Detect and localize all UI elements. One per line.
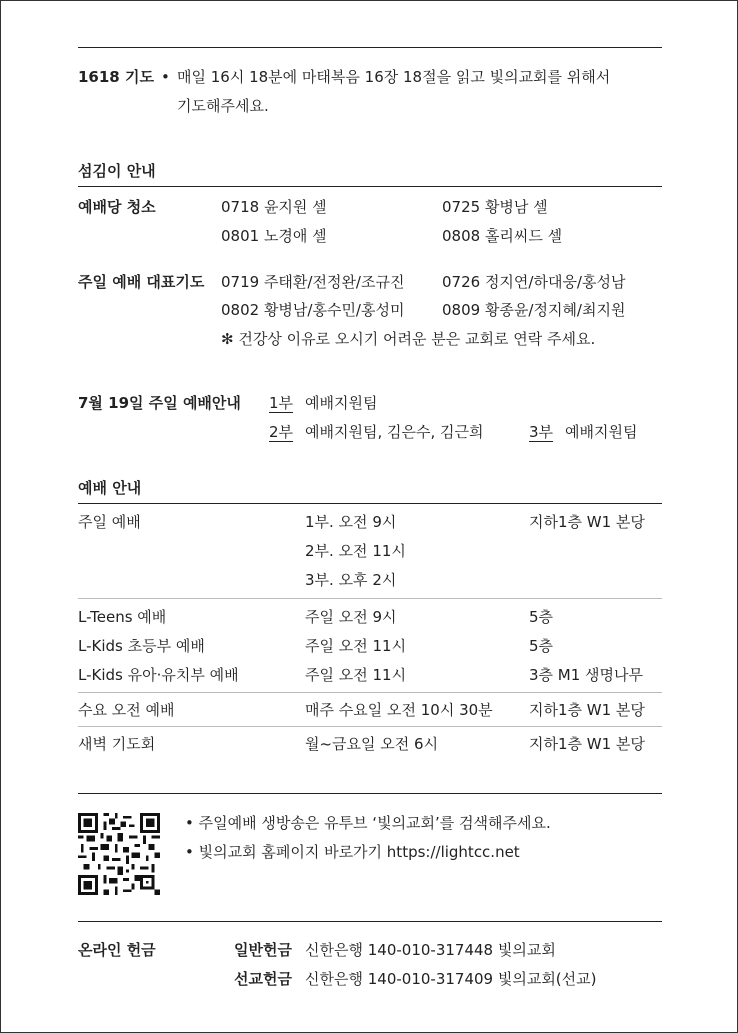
worship-place: 5층 xyxy=(529,637,554,655)
row-divider xyxy=(78,598,662,599)
general-offering-account: 신한은행 140-010-317448 빛의교회 xyxy=(305,941,556,959)
cleaning-item: 0801 노경애 셀 xyxy=(221,227,327,245)
offering-divider xyxy=(78,921,662,922)
cleaning-item: 0725 황병남 셀 xyxy=(442,198,548,216)
cleaning-item: 0718 윤지원 셀 xyxy=(221,198,327,216)
worship-time: 주일 오전 11시 xyxy=(305,666,407,684)
worship-place: 5층 xyxy=(529,608,554,626)
worship-time: 3부. 오후 2시 xyxy=(305,571,397,589)
july19-label: 7월 19일 주일 예배안내 xyxy=(78,394,241,412)
worship-name: L-Kids 초등부 예배 xyxy=(78,637,205,655)
worship-place: 3층 M1 생명나무 xyxy=(529,666,644,684)
part3-label: 3부 xyxy=(529,423,554,441)
prayer-line2: 기도해주세요. xyxy=(177,97,269,115)
section-title-worship: 예배 안내 xyxy=(78,479,142,497)
row-divider xyxy=(78,726,662,727)
service-divider xyxy=(78,186,662,187)
homepage-link[interactable]: • 빛의교회 홈페이지 바로가기 https://lightcc.net xyxy=(185,843,520,861)
part1-text: 예배지원팀 xyxy=(305,394,378,412)
mission-offering-account: 신한은행 140-010-317409 빛의교회(선교) xyxy=(305,970,597,988)
worship-time: 주일 오전 11시 xyxy=(305,637,407,655)
youtube-info: • 주일예배 생방송은 유투브 ‘빛의교회’를 검색해주세요. xyxy=(185,814,551,832)
cleaning-label: 예배당 청소 xyxy=(78,198,156,216)
prayer-bullet: • xyxy=(161,68,170,86)
worship-time: 2부. 오전 11시 xyxy=(305,542,406,560)
part2-label: 2부 xyxy=(269,423,294,441)
section-title-service: 섬김이 안내 xyxy=(78,162,156,180)
part3-text: 예배지원팀 xyxy=(565,423,638,441)
worship-name: 주일 예배 xyxy=(78,513,141,531)
general-offering-label: 일반헌금 xyxy=(234,941,292,959)
row-divider xyxy=(78,692,662,693)
prayer-rep-item: 0809 황종윤/정지혜/최지원 xyxy=(442,301,626,319)
prayer-rep-item: 0726 정지연/하대웅/홍성남 xyxy=(442,273,626,291)
worship-divider xyxy=(78,503,662,504)
worship-name: L-Teens 예배 xyxy=(78,608,167,626)
links-divider xyxy=(78,793,662,794)
worship-name: 새벽 기도회 xyxy=(78,735,156,753)
worship-place: 지하1층 W1 본당 xyxy=(529,513,645,531)
prayer-rep-item: 0719 주태환/전정완/조규진 xyxy=(221,273,405,291)
worship-time: 월~금요일 오전 6시 xyxy=(305,735,439,753)
top-divider xyxy=(78,47,662,48)
worship-name: L-Kids 유아·유치부 예배 xyxy=(78,666,239,684)
worship-time: 1부. 오전 9시 xyxy=(305,513,397,531)
qr-code-icon[interactable] xyxy=(78,813,160,895)
worship-time: 매주 수요일 오전 10시 30분 xyxy=(305,701,493,719)
worship-name: 수요 오전 예배 xyxy=(78,701,175,719)
part1-label: 1부 xyxy=(269,394,294,412)
prayer-rep-item: 0802 황병남/홍수민/홍성미 xyxy=(221,301,405,319)
worship-place: 지하1층 W1 본당 xyxy=(529,735,645,753)
mission-offering-label: 선교헌금 xyxy=(234,970,292,988)
offering-label: 온라인 헌금 xyxy=(78,941,156,959)
part2-text: 예배지원팀, 김은수, 김근희 xyxy=(305,423,484,441)
prayer-rep-label: 주일 예배 대표기도 xyxy=(78,273,205,291)
worship-time: 주일 오전 9시 xyxy=(305,608,397,626)
worship-place: 지하1층 W1 본당 xyxy=(529,701,645,719)
prayer-line1: 매일 16시 18분에 마태복음 16장 18절을 읽고 빛의교회를 위해서 xyxy=(177,68,611,86)
prayer-label: 1618 기도 xyxy=(78,68,154,86)
cleaning-item: 0808 홀리씨드 셀 xyxy=(442,227,563,245)
prayer-rep-note: ✻ 건강상 이유로 오시기 어려운 분은 교회로 연락 주세요. xyxy=(221,330,596,348)
